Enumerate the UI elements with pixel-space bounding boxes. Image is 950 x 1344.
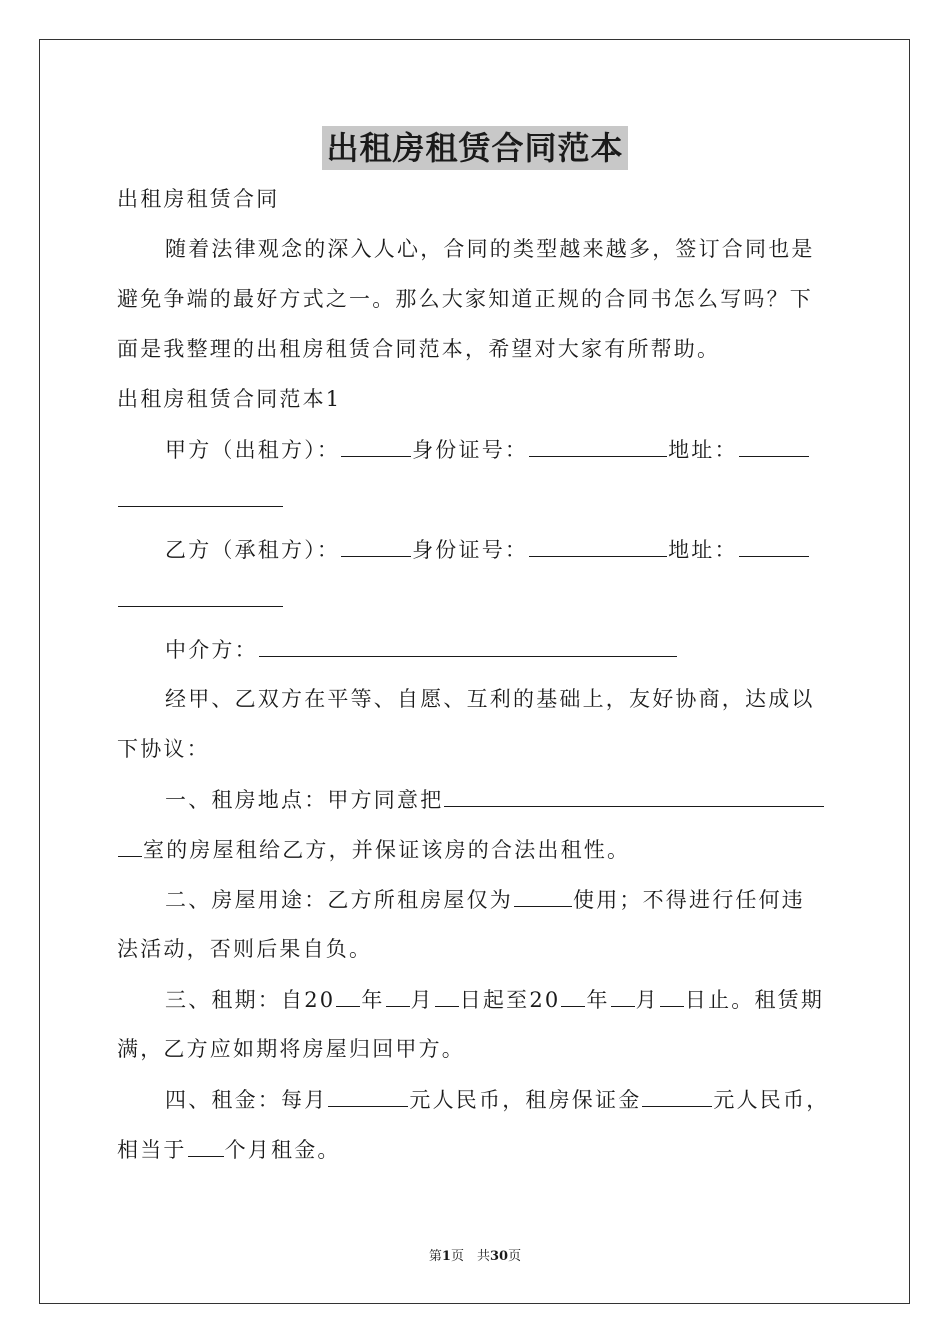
clause-4-text-2: 元人民币，租房保证金 <box>409 1088 642 1112</box>
clause-2-text: 二、房屋用途：乙方所租房屋仅为 <box>165 888 513 912</box>
current-page-number: 1 <box>441 1249 451 1264</box>
party-a-addr-cont <box>117 484 837 515</box>
clause-3-cont: 满，乙方应如期将房屋归回甲方。 <box>117 1037 465 1061</box>
clause-3-text-6: 月 <box>635 988 659 1012</box>
clause-2-text-2: 使用；不得进行任何违 <box>573 888 805 912</box>
clause-3-text-5: 年 <box>586 988 610 1012</box>
start-month-blank <box>386 984 410 1007</box>
party-b-id-label: 身份证号： <box>412 538 529 562</box>
start-year-blank <box>336 984 360 1007</box>
agreement-line-2: 下协议： <box>117 737 210 761</box>
clause-2-use-blank <box>514 884 572 907</box>
title-container <box>0 126 950 170</box>
clause-3-text-1: 三、租期：自20 <box>165 988 336 1012</box>
deposit-blank <box>642 1084 712 1107</box>
clause-2-line <box>165 884 885 915</box>
clause-4-text-3: 元人民币， <box>713 1088 830 1112</box>
party-a-line <box>165 434 885 465</box>
total-page-count: 30 <box>489 1249 509 1264</box>
party-a-id-label: 身份证号： <box>412 438 529 462</box>
end-year-blank <box>561 984 585 1007</box>
subtitle: 出租房租赁合同 <box>117 187 280 211</box>
clause-4-cont <box>117 1134 837 1165</box>
months-blank <box>188 1134 224 1157</box>
party-a-id-blank <box>529 434 667 457</box>
agent-label: 中介方： <box>165 638 258 662</box>
footer-text-pre: 第 <box>428 1249 442 1264</box>
section-heading: 出租房租赁合同范本1 <box>117 387 342 411</box>
clause-3-text-7: 日止。租赁期 <box>684 988 825 1012</box>
clause-3-text-4: 日起至20 <box>459 988 561 1012</box>
party-a-name-blank <box>341 434 411 457</box>
party-b-addr-cont <box>117 584 837 615</box>
clause-3-text-3: 月 <box>410 988 434 1012</box>
footer-text-mid: 页 共 <box>450 1249 490 1264</box>
start-day-blank <box>435 984 459 1007</box>
clause-4-text-1: 四、租金：每月 <box>165 1088 328 1112</box>
party-b-line <box>165 534 885 565</box>
end-day-blank <box>660 984 684 1007</box>
intro-line-1: 随着法律观念的深入人心，合同的类型越来越多，签订合同也是 <box>165 237 815 261</box>
clause-1-room-blank <box>118 834 142 857</box>
party-b-name-blank <box>341 534 411 557</box>
party-b-addr-blank-2 <box>118 584 283 607</box>
clause-3-text-2: 年 <box>361 988 385 1012</box>
clause-4-text-4: 相当于 <box>117 1138 187 1162</box>
party-a-label: 甲方（出租方）： <box>165 438 341 462</box>
page-footer <box>0 1248 950 1266</box>
monthly-rent-blank <box>328 1084 408 1107</box>
party-a-addr-label: 地址： <box>668 438 738 462</box>
clause-4-text-5: 个月租金。 <box>224 1138 341 1162</box>
party-b-id-blank <box>529 534 667 557</box>
party-b-addr-blank <box>739 534 809 557</box>
agent-line <box>165 634 885 665</box>
intro-line-3: 面是我整理的出租房租赁合同范本，希望对大家有所帮助。 <box>117 337 721 361</box>
intro-line-2: 避免争端的最好方式之一。那么大家知道正规的合同书怎么写吗？下 <box>117 287 813 311</box>
clause-4-line <box>165 1084 885 1115</box>
party-b-addr-label: 地址： <box>668 538 738 562</box>
clause-1-address-blank <box>444 784 824 807</box>
agent-blank <box>259 634 677 657</box>
clause-1-line <box>165 784 885 815</box>
clause-1-cont <box>117 834 837 865</box>
party-a-addr-blank <box>739 434 809 457</box>
clause-3-line <box>165 984 885 1015</box>
footer-text-post: 页 <box>508 1249 522 1264</box>
party-b-label: 乙方（承租方）： <box>165 538 341 562</box>
party-a-addr-blank-2 <box>118 484 283 507</box>
document-title: 出租房租赁合同范本 <box>322 126 627 170</box>
end-month-blank <box>611 984 635 1007</box>
clause-1-text-2: 室的房屋租给乙方，并保证该房的合法出租性。 <box>143 838 631 862</box>
agreement-line-1: 经甲、乙双方在平等、自愿、互利的基础上，友好协商，达成以 <box>165 687 815 711</box>
clause-2-cont: 法活动，否则后果自负。 <box>117 937 373 961</box>
clause-1-text: 一、租房地点：甲方同意把 <box>165 788 444 812</box>
